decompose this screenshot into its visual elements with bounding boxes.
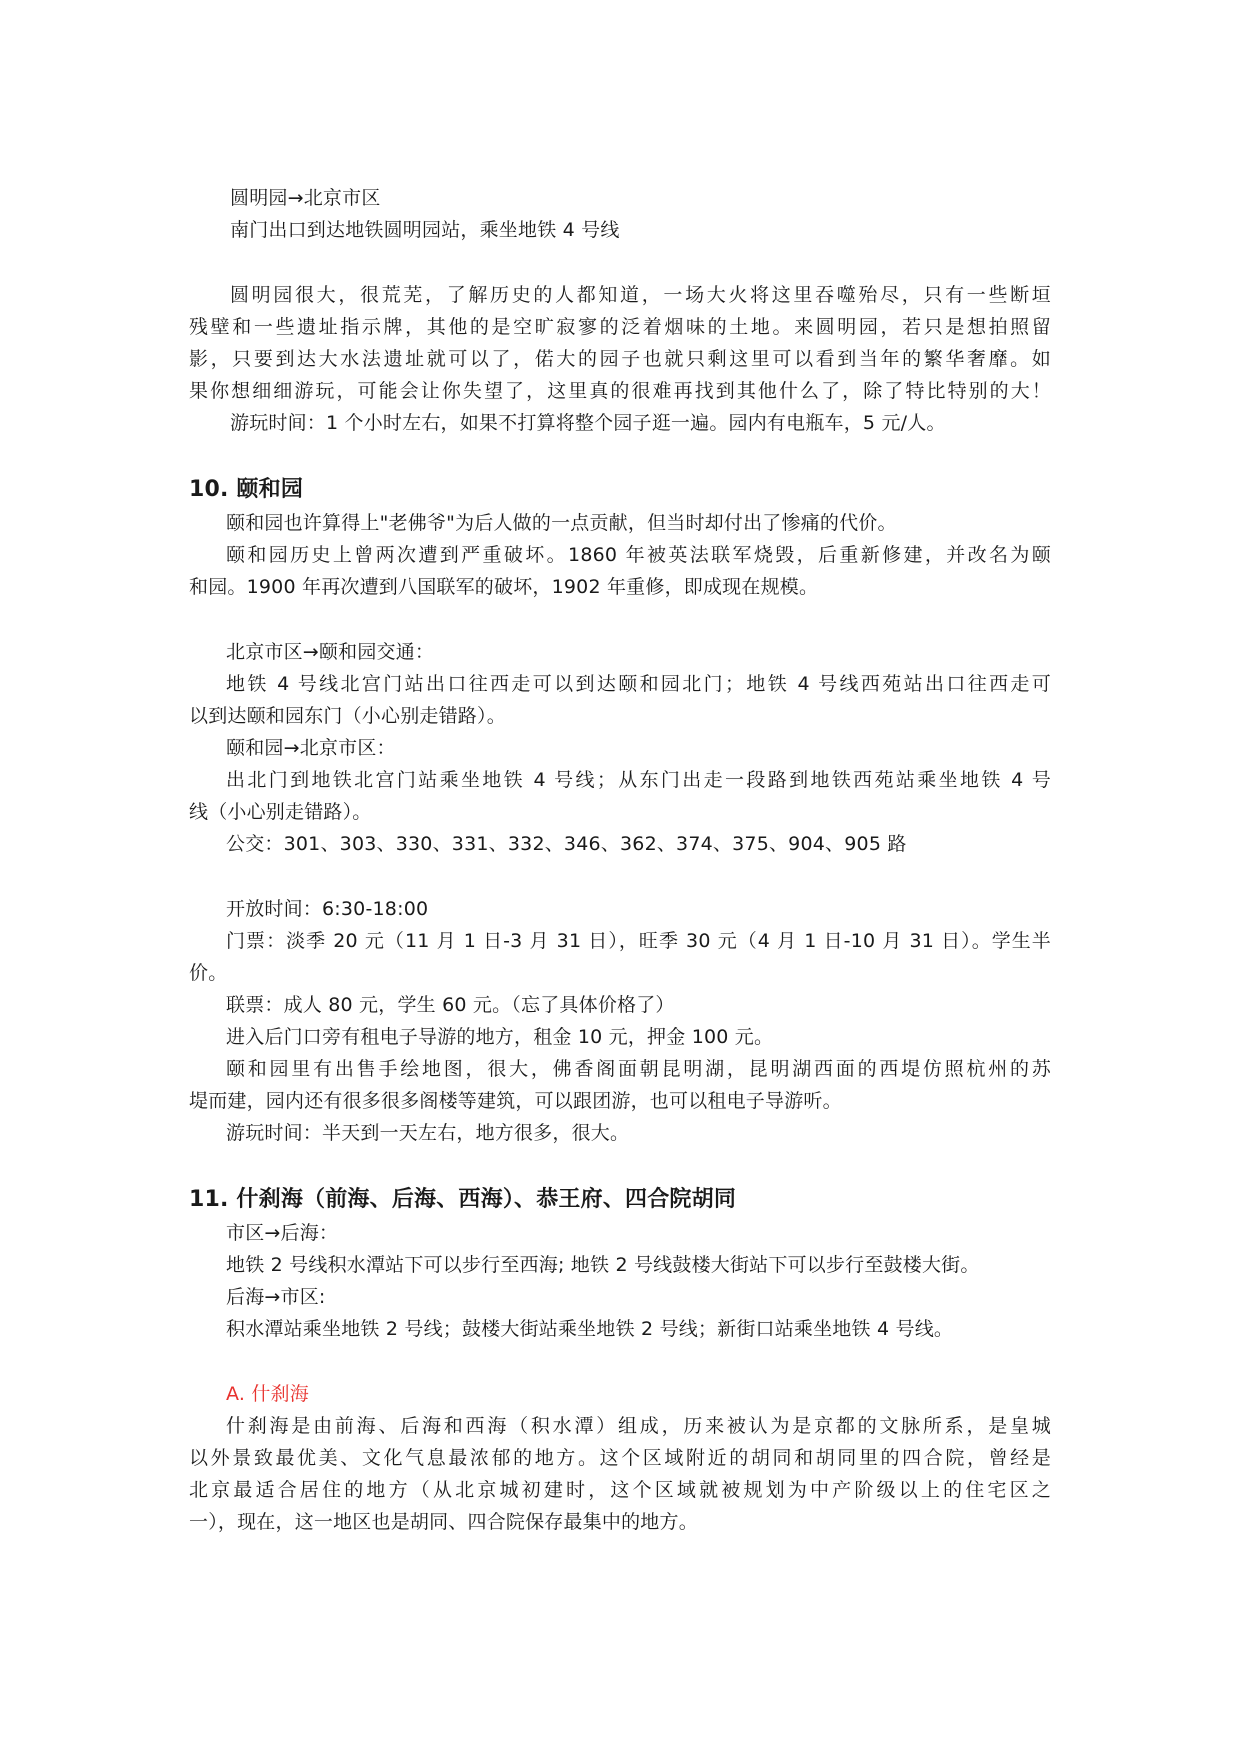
route-title: 市区→后海：: [226, 1222, 339, 1244]
route-detail: 积水潭站乘坐地铁 2 号线；鼓楼大街站乘坐地铁 2 号线；新街口站乘坐地铁 4 号线。: [226, 1318, 954, 1340]
combo-ticket-text: 联票：成人 80 元，学生 60 元。（忘了具体价格了）: [226, 994, 675, 1016]
paragraph-line: 残壁和一些遗址指示牌，其他的是空旷寂寥的泛着烟味的土地。来圆明园，若只是想拍照留: [189, 316, 1051, 338]
audio-guide-text: 进入后门口旁有租电子导游的地方，租金 10 元，押金 100 元。: [226, 1026, 774, 1048]
subsection-heading: A. 什刹海: [226, 1383, 309, 1405]
paragraph-line: 以到达颐和园东门（小心别走错路）。: [189, 705, 506, 727]
opening-hours-text: 开放时间：6:30-18:00: [226, 898, 429, 920]
bus-routes-text: 公交：301、303、330、331、332、346、362、374、375、904、905 路: [226, 833, 907, 855]
paragraph-line: 什刹海是由前海、后海和西海（积水潭）组成，历来被认为是京都的文脉所系，是皇城: [226, 1415, 1051, 1437]
route-detail: 地铁 2 号线积水潭站下可以步行至西海; 地铁 2 号线鼓楼大街站下可以步行至鼓楼大街。: [226, 1254, 980, 1276]
paragraph-line: 果你想细细游玩，可能会让你失望了，这里真的很难再找到其他什么了，除了特比特别的大！: [189, 380, 1051, 402]
play-time-text: 游玩时间：半天到一天左右，地方很多，很大。: [226, 1122, 630, 1144]
paragraph-line: 地铁 4 号线北宫门站出口往西走可以到达颐和园北门；地铁 4 号线西苑站出口往西走可: [226, 673, 1051, 695]
play-time-text: 游玩时间：1 个小时左右，如果不打算将整个园子逛一遍。园内有电瓶车，5 元/人。: [230, 412, 946, 434]
intro-text: 颐和园也许算得上"老佛爷"为后人做的一点贡献，但当时却付出了惨痛的代价。: [226, 512, 897, 534]
route-title: 后海→市区:: [226, 1286, 326, 1308]
route-title: 颐和园→北京市区：: [226, 737, 396, 759]
paragraph-line: 颐和园里有出售手绘地图，很大，佛香阁面朝昆明湖，昆明湖西面的西堤仿照杭州的苏: [226, 1058, 1051, 1080]
paragraph-line: 价。: [189, 962, 228, 984]
route-title: 北京市区→颐和园交通：: [226, 641, 435, 663]
paragraph-line: 北京最适合居住的地方（从北京城初建时，这个区域就被规划为中产阶级以上的住宅区之: [189, 1479, 1051, 1501]
paragraph-line: 出北门到地铁北宫门站乘坐地铁 4 号线；从东门出走一段路到地铁西苑站乘坐地铁 4 号: [226, 769, 1051, 791]
paragraph-line: 影，只要到达大水法遗址就可以了，偌大的园子也就只剩这里可以看到当年的繁华奢靡。如: [189, 348, 1051, 370]
section-heading: 11. 什刹海（前海、后海、西海）、恭王府、四合院胡同: [189, 1187, 737, 1212]
paragraph-line: 门票：淡季 20 元（11 月 1 日-3 月 31 日），旺季 30 元（4 月 1 日-10 月 31 日）。学生半: [226, 930, 1051, 952]
paragraph-line: 一），现在，这一地区也是胡同、四合院保存最集中的地方。: [189, 1511, 698, 1533]
return-route-title: 圆明园→北京市区: [230, 187, 381, 209]
paragraph-line: 线（小心别走错路）。: [189, 801, 372, 823]
return-route-detail: 南门出口到达地铁圆明园站，乘坐地铁 4 号线: [230, 219, 620, 241]
section-heading: 10. 颐和园: [189, 477, 304, 502]
paragraph-line: 以外景致最优美、文化气息最浓郁的地方。这个区域附近的胡同和胡同里的四合院，曾经是: [189, 1447, 1051, 1469]
paragraph-line: 堤而建，园内还有很多很多阁楼等建筑，可以跟团游，也可以租电子导游听。: [189, 1090, 842, 1112]
paragraph-line: 圆明园很大，很荒芜，了解历史的人都知道，一场大火将这里吞噬殆尽，只有一些断垣: [230, 284, 1051, 306]
paragraph-line: 颐和园历史上曾两次遭到严重破坏。1860 年被英法联军烧毁，后重新修建，并改名为颐: [226, 544, 1051, 566]
paragraph-line: 和园。1900 年再次遭到八国联军的破坏，1902 年重修，即成现在规模。: [189, 576, 819, 598]
